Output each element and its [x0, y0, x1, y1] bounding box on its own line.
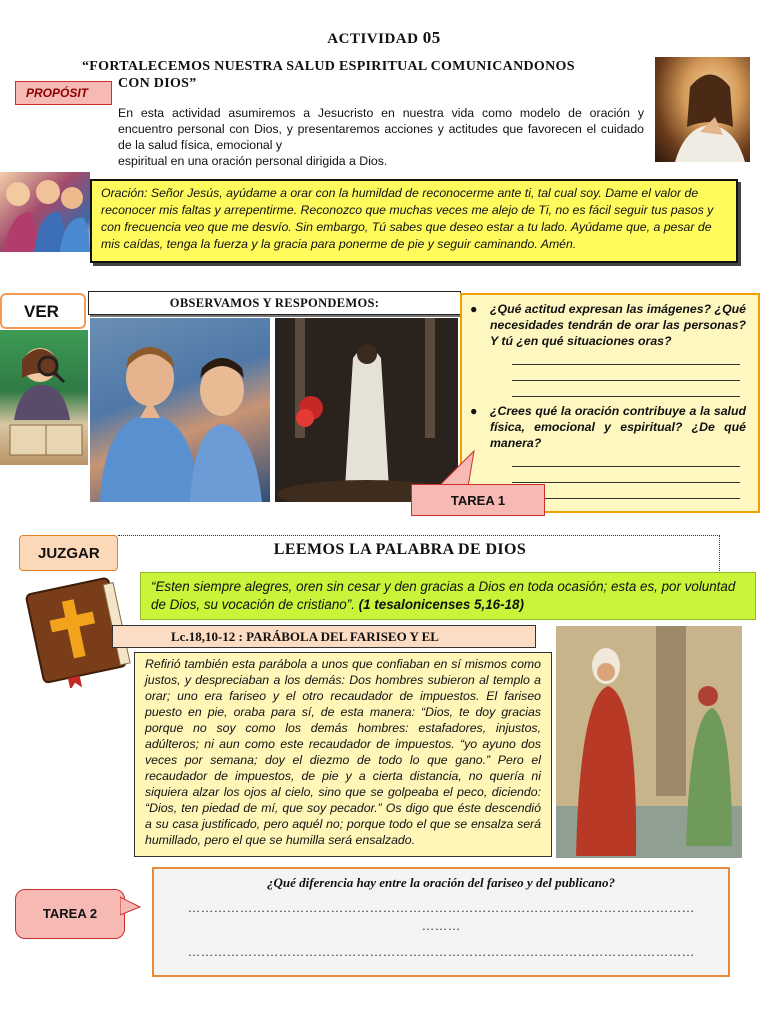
juzgar-badge: JUZGAR — [19, 535, 118, 571]
question-1 — [470, 301, 746, 349]
main-title — [82, 58, 642, 92]
task2-answer-box[interactable] — [152, 867, 730, 977]
children-praying-image — [0, 172, 90, 252]
answer-dots-line: ……………………………………………………………………………………………………… — [187, 900, 695, 915]
intro-text — [82, 105, 644, 169]
prayer-box: Oración: Señor Jesús, ayúdame a orar con la humildad de reconocerme ante ti, tal cual soy. Dame el valor de reconocer mis faltas y arrepentirme. Reconozco que muchas veces me alejo de Ti, no es fácil seguir tus pasos y con frecuencia veo que me desvío. Sin embargo, Tú sabes que deseo estar a tu lado. Ayúdame que, a pesar de mis caídas, tenga la fuerza y la gracia para ponerme de pie y seguir caminando. Amén. — [90, 179, 738, 263]
answer-line[interactable] — [512, 483, 740, 499]
task1-badge: TAREA 1 — [411, 484, 545, 516]
observamos-header: OBSERVAMOS Y RESPONDEMOS: — [88, 291, 461, 315]
leemos-title: LEEMOS LA PALABRA DE DIOS — [273, 541, 527, 558]
activity-number: 05 — [422, 28, 441, 47]
purpose-badge: PROPÓSIT — [15, 81, 112, 105]
answer-line[interactable] — [512, 467, 740, 483]
main-title-line1: “FORTALECEMOS NUESTRA SALUD ESPIRITUAL COMUNICANDONOS — [82, 59, 575, 74]
question-2-text: ¿Crees qué la oración contribuye a la salud física, emocional y espiritual? ¿De qué manera? — [490, 404, 746, 450]
task2-badge: TAREA 2 — [15, 889, 125, 939]
ver-badge: VER — [0, 293, 86, 329]
scripture-quote: “Esten siempre alegres, oren sin cesar y den gracias a Dios en toda ocasión; esta es, por voluntad de Dios, su vocación de cristiano”. — [151, 579, 736, 612]
answer-dots-line: ……… — [421, 918, 461, 933]
task2-question: ¿Qué diferencia hay entre la oración del fariseo y del publicano? — [266, 875, 616, 890]
main-title-line2: CON DIOS” — [118, 76, 197, 91]
scripture-reference: (1 tesalonicenses 5,16-18) — [358, 597, 524, 612]
question-1-text: ¿Qué actitud expresan las imágenes? ¿Qué necesidades tendrán de orar las personas? Y tú ¿en qué situaciones oras? — [490, 302, 746, 348]
bullet-icon: ● — [470, 302, 478, 316]
boys-praying-image — [90, 318, 270, 502]
speech-tail-icon — [120, 895, 142, 917]
intro-paragraph-2: espiritual en una oración personal dirigida a Dios. — [118, 154, 388, 168]
activity-title — [0, 28, 768, 48]
scripture-quote-box — [140, 572, 756, 620]
parable-text-box: Refirió también esta parábola a unos que confiaban en sí mismos como justos, y despreciaban a los demás: Dos hombres subieron al templo a orar; uno era fariseo y el otro recaudador de impuestos. El fariseo puesto en pie, oraba para sí, de esta manera: “Dios, te doy gracias porque no soy como los demás hombres: estafadores, injustos, adúlteros; ni aun como este recaudador de impuestos. “yo ayuno dos veces por semana; doy el diezmo de todo lo que gano.” Pero el recaudador de impuestos, de pie y a cierta distancia, no quería ni siquiera alzar los ojos al cielo, sino que se golpeaba el peco, diciendo: “Dios, ten piedad de mí, que soy pecador.” Os digo que éste descendió a su casa justificado, pero aquél no; porque todo el que se ensalza será humillado, pero el que se humilla será ensalzado. — [134, 652, 552, 857]
girl-with-magnifier-image — [0, 330, 88, 465]
jesus-praying-image — [655, 57, 750, 162]
answer-dots-line: ……………………………………………………………………………………………………… — [187, 944, 695, 959]
religious-procession-image — [275, 318, 458, 502]
answer-line[interactable] — [512, 381, 740, 397]
activity-label: ACTIVIDAD — [327, 31, 419, 47]
bullet-icon: ● — [470, 404, 478, 418]
answer-line[interactable] — [512, 365, 740, 381]
parable-header: Lc.18,10-12 : PARÁBOLA DEL FARISEO Y EL — [112, 625, 536, 648]
pharisee-and-publican-image — [556, 626, 742, 858]
speech-tail-icon — [438, 449, 478, 489]
answer-line[interactable] — [512, 451, 740, 467]
intro-paragraph-1: En esta actividad asumiremos a Jesucristo en nuestra vida como modelo de oración y encuentro personal con Dios, y presentaremos acciones y actitudes que favorecen el cuidado de la salud física, emocional y — [118, 106, 644, 152]
questions-box — [460, 293, 760, 513]
answer-line[interactable] — [512, 349, 740, 365]
question-2 — [470, 403, 746, 451]
